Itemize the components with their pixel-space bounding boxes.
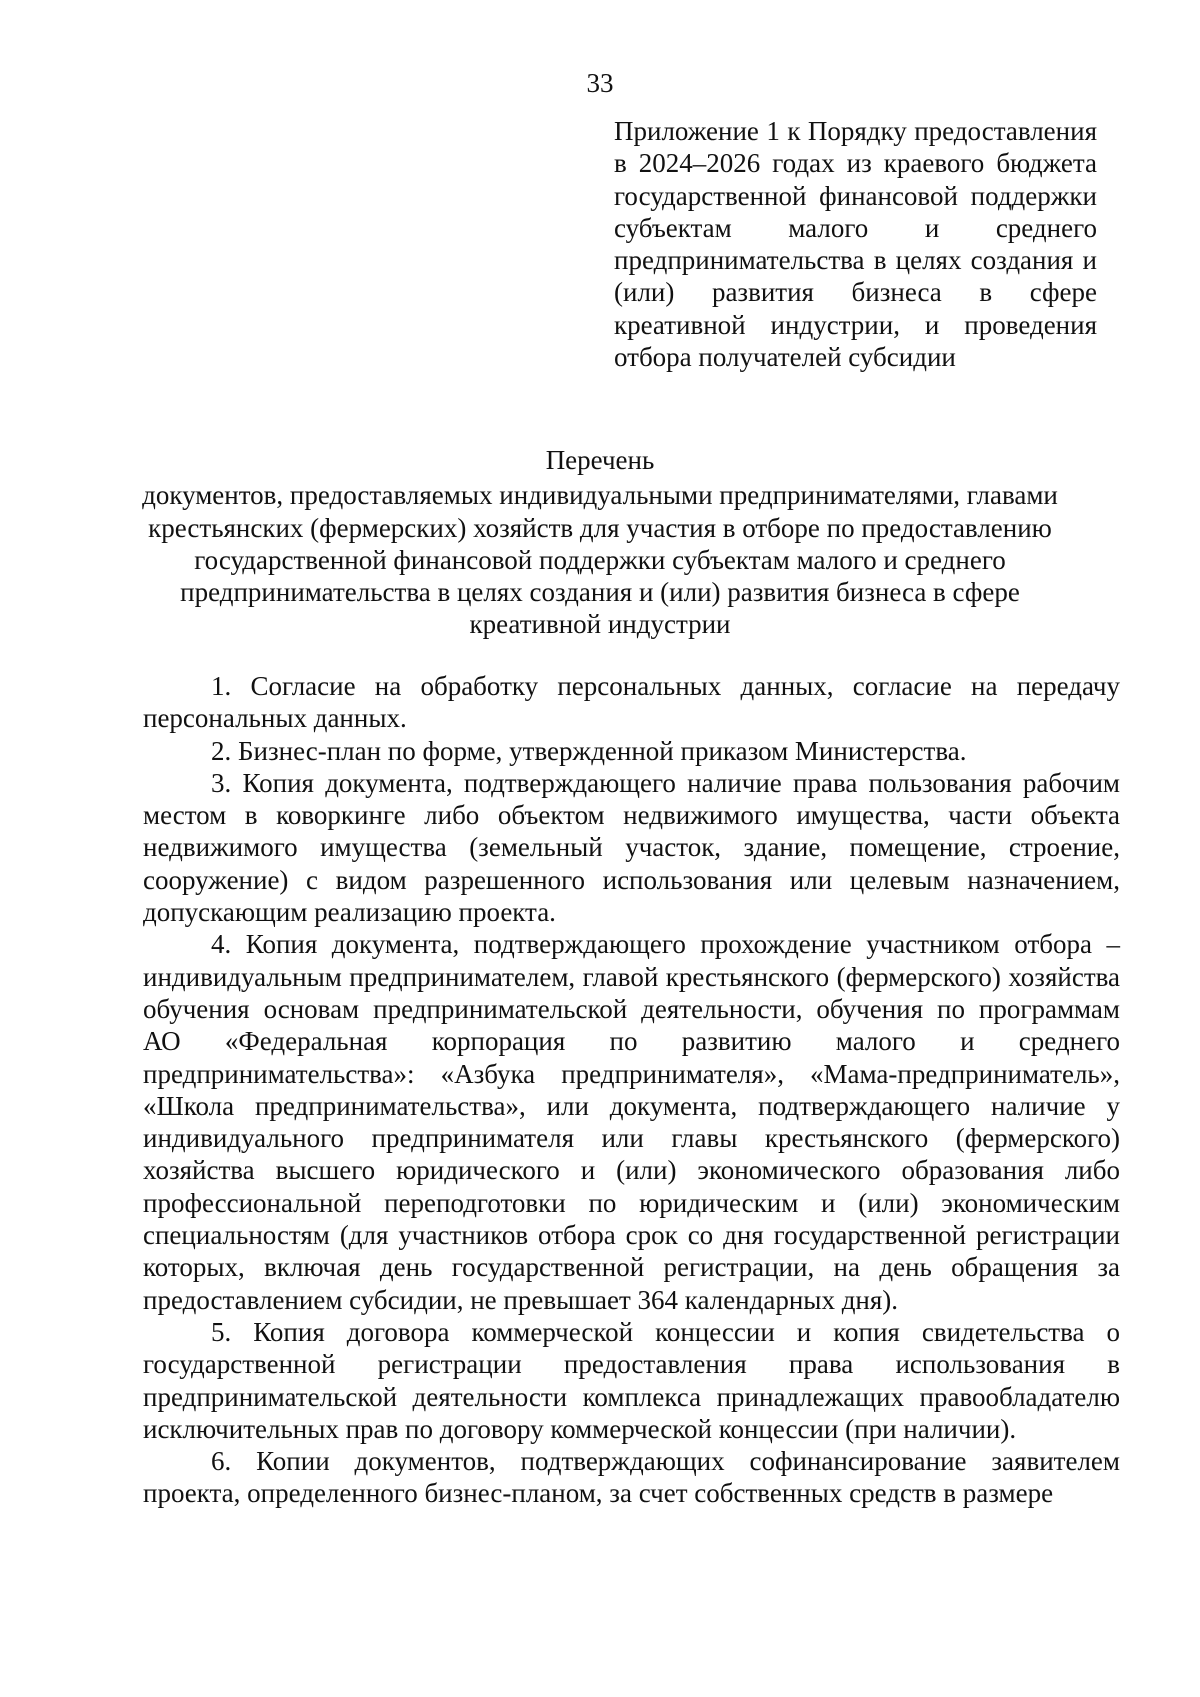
list-item: 2. Бизнес-план по форме, утвержденной приказом Министерства.: [211, 735, 967, 766]
list-item: 5. Копия договора коммерческой концессии и копия свидетельства о государственной регистрации предоставления права использования в предпринимательской деятельности комплекса принадлежащих правообладателю исключительных прав по договору коммерческой концессии (при наличии).: [143, 1316, 1120, 1444]
page-number: 33: [586, 68, 614, 98]
appendix-reference: Приложение 1 к Порядку предоставления в 2024–2026 годах из краевого бюджета государственной финансовой поддержки субъектам малого и среднего предпринимательства в целях создания и (или) развития бизнеса в сфере креативной индустрии, и проведения отбора получателей субсидии: [614, 116, 1097, 373]
heading-title: Перечень: [545, 445, 655, 475]
list-item: 4. Копия документа, подтверждающего прохождение участником отбора – индивидуальным предпринимателем, главой крестьянского (фермерского) хозяйства обучения основам предпринимательской деятельности, обучения по программам АО «Федеральная корпорация по развитию малого и среднего предпринимательства»: «Азбука предпринимателя», «Мама-предприниматель», «Школа предпринимательства», или документа, подтверждающего наличие у индивидуального предпринимателя или главы крестьянского (фермерского) хозяйства высшего юридического и (или) экономического образования либо профессиональной переподготовки по юридическим и (или) экономическим специальностям (для участников отбора срок со дня государственной регистрации которых, включая день государственной регистрации, на день обращения за предоставлением субсидии, не превышает 364 календарных дня).: [143, 929, 1120, 1315]
list-item: 3. Копия документа, подтверждающего наличие права пользования рабочим местом в коворкинге либо объектом недвижимого имущества, части объекта недвижимого имущества (земельный участок, здание, помещение, строение, сооружение) с видом разрешенного использования или целевым назначением, допускающим реализацию проекта.: [143, 767, 1120, 928]
heading-subtitle: документов, предоставляемых индивидуальными предпринимателями, главами крестьянских (фермерских) хозяйств для участия в отборе по предоставлению государственной финансовой поддержки субъектам малого и среднего предпринимательства в целях создания и (или) развития бизнеса в сфере креативной индустрии: [142, 480, 1058, 640]
document-body: [143, 670, 1120, 1510]
document-heading: [120, 444, 1080, 641]
list-item: 1. Согласие на обработку персональных данных, согласие на передачу персональных данных.: [143, 671, 1120, 734]
list-item: 6. Копии документов, подтверждающих софинансирование заявителем проекта, определенного бизнес-планом, за счет собственных средств в размере: [143, 1446, 1120, 1509]
